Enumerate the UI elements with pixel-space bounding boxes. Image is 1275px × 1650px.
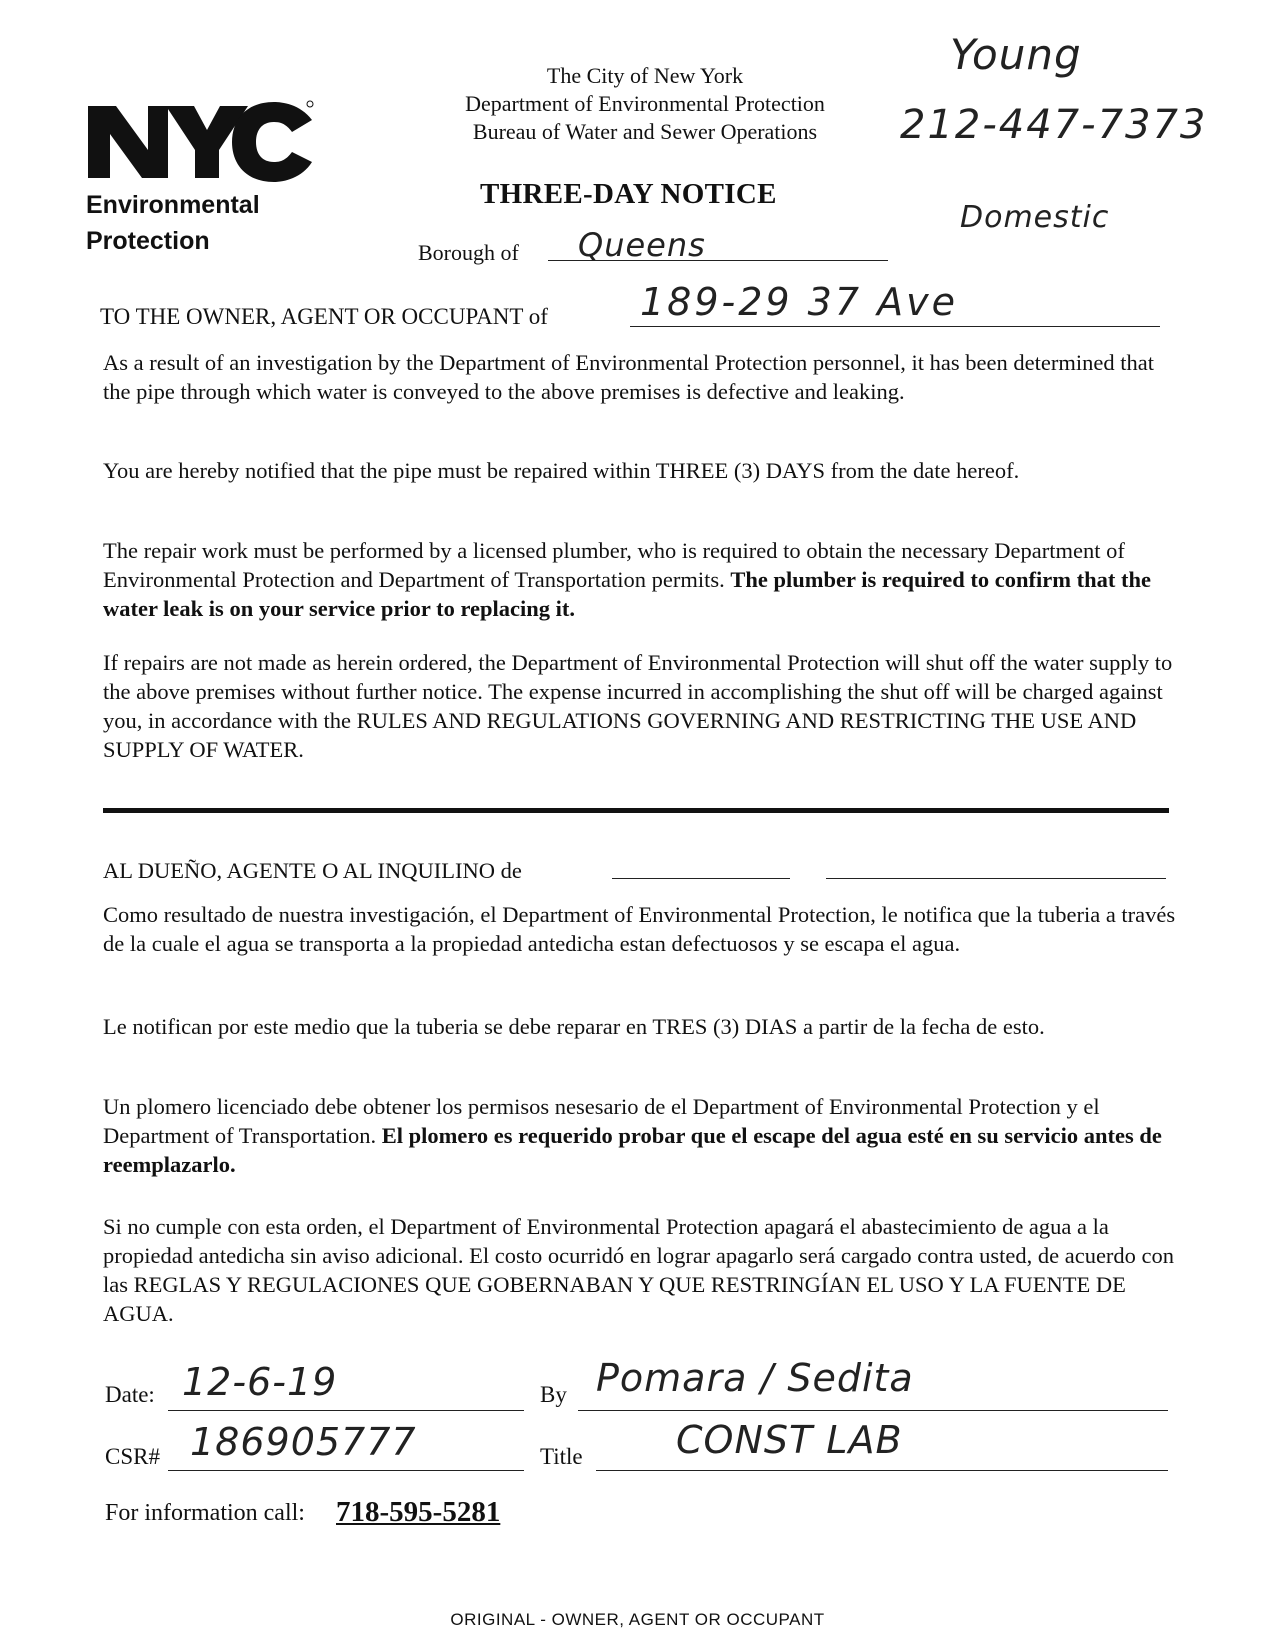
title-label: Title	[540, 1444, 583, 1469]
date-value[interactable]: 12-6-19	[182, 1360, 338, 1404]
agency-department: Department of Environmental Protection	[465, 91, 825, 116]
logo-line-2: Protection	[86, 227, 210, 255]
english-paragraph-3	[103, 536, 1183, 623]
nyc-dep-logo	[86, 100, 316, 260]
handwritten-service-type: Domestic	[960, 200, 1110, 235]
date-underline	[168, 1410, 524, 1411]
logo-line-1: Environmental	[86, 191, 260, 219]
spanish-owner-underline-1[interactable]	[612, 878, 790, 879]
spanish-paragraph-3	[103, 1092, 1183, 1179]
spanish-owner-label: AL DUEÑO, AGENTE O AL INQUILINO de	[103, 858, 522, 883]
spanish-paragraph-2: Le notifican por este medio que la tuberia se debe reparar en TRES (3) DIAS a partir de la fecha de esto.	[103, 1014, 1045, 1039]
borough-value[interactable]: Queens	[578, 226, 706, 264]
copy-designation-footer: ORIGINAL - OWNER, AGENT OR OCCUPANT	[450, 1610, 825, 1629]
spanish-paragraph-4: Si no cumple con esta orden, el Department of Environmental Protection apagará el abastecimiento de agua a la propiedad antedicha sin aviso adicional. El costo ocurridó en lograr apagarlo será cargado contra usted, de acuerdo con las REGLAS Y REGULACIONES QUE GOBERNABAN Y QUE RESTRINGÍAN EL USO Y LA FUENTE DE AGUA.	[103, 1214, 1175, 1326]
owner-address-label: TO THE OWNER, AGENT OR OCCUPANT of	[100, 304, 548, 329]
info-phone[interactable]: 718-595-5281	[336, 1496, 501, 1528]
english-paragraph-1: As a result of an investigation by the Department of Environmental Protection personnel, it has been determined that the pipe through which water is conveyed to the above premises is defective and leaking.	[103, 350, 1154, 404]
spanish-owner-underline-2[interactable]	[826, 878, 1166, 879]
borough-label: Borough of	[418, 240, 519, 265]
handwritten-phone: 212-447-7373	[900, 102, 1208, 148]
handwritten-name: Young	[950, 30, 1082, 79]
info-label: For information call:	[105, 1500, 305, 1526]
english-paragraph-2: You are hereby notified that the pipe must be repaired within THREE (3) DAYS from the date hereof.	[103, 458, 1020, 483]
section-divider	[103, 808, 1169, 813]
by-value[interactable]: Pomara / Sedita	[596, 1356, 914, 1400]
agency-bureau: Bureau of Water and Sewer Operations	[472, 119, 818, 144]
spanish-paragraph-3-text: Un plomero licenciado debe obtener los permisos nesesario de el Department of Environmental Protection y el Department of Transportation.	[103, 1094, 1100, 1148]
spanish-paragraph-3-bold: El plomero es requerido probar que el escape del agua esté en su servicio antes de reemplazarlo.	[103, 1123, 1162, 1177]
by-underline	[578, 1410, 1168, 1411]
nyc-wordmark-logo	[86, 100, 316, 184]
csr-value[interactable]: 186905777	[190, 1420, 417, 1464]
english-paragraph-4: If repairs are not made as herein ordered, the Department of Environmental Protection will shut off the water supply to the above premises without further notice. The expense incurred in accomplishing the shut off will be charged against you, in accordance with the RULES AND REGULATIONS GOVERNING AND RESTRICTING THE USE AND SUPPLY OF WATER.	[103, 650, 1173, 762]
by-label: By	[540, 1382, 567, 1407]
title-underline	[596, 1470, 1168, 1471]
title-value[interactable]: CONST LAB	[676, 1418, 903, 1462]
agency-city: The City of New York	[546, 63, 744, 88]
agency-header	[425, 62, 865, 146]
csr-label: CSR#	[105, 1444, 160, 1469]
date-label: Date:	[105, 1382, 155, 1407]
notice-title: THREE-DAY NOTICE	[480, 178, 777, 210]
owner-address-underline	[630, 326, 1160, 327]
csr-underline	[168, 1470, 524, 1471]
english-paragraph-3-bold: The plumber is required to confirm that the water leak is on your service prior to replacing it.	[103, 567, 1152, 621]
spanish-paragraph-1: Como resultado de nuestra investigación, el Department of Environmental Protection, le notifica que la tuberia a través de la cuale el agua se transporta a la propiedad antedicha estan defectuosos y se escapa el agua.	[103, 902, 1176, 956]
owner-address-value[interactable]: 189-29 37 Ave	[640, 280, 958, 324]
english-paragraph-3-text: The repair work must be performed by a licensed plumber, who is required to obtain the necessary Department of Environmental Protection and Department of Transportation permits.	[103, 538, 1125, 592]
